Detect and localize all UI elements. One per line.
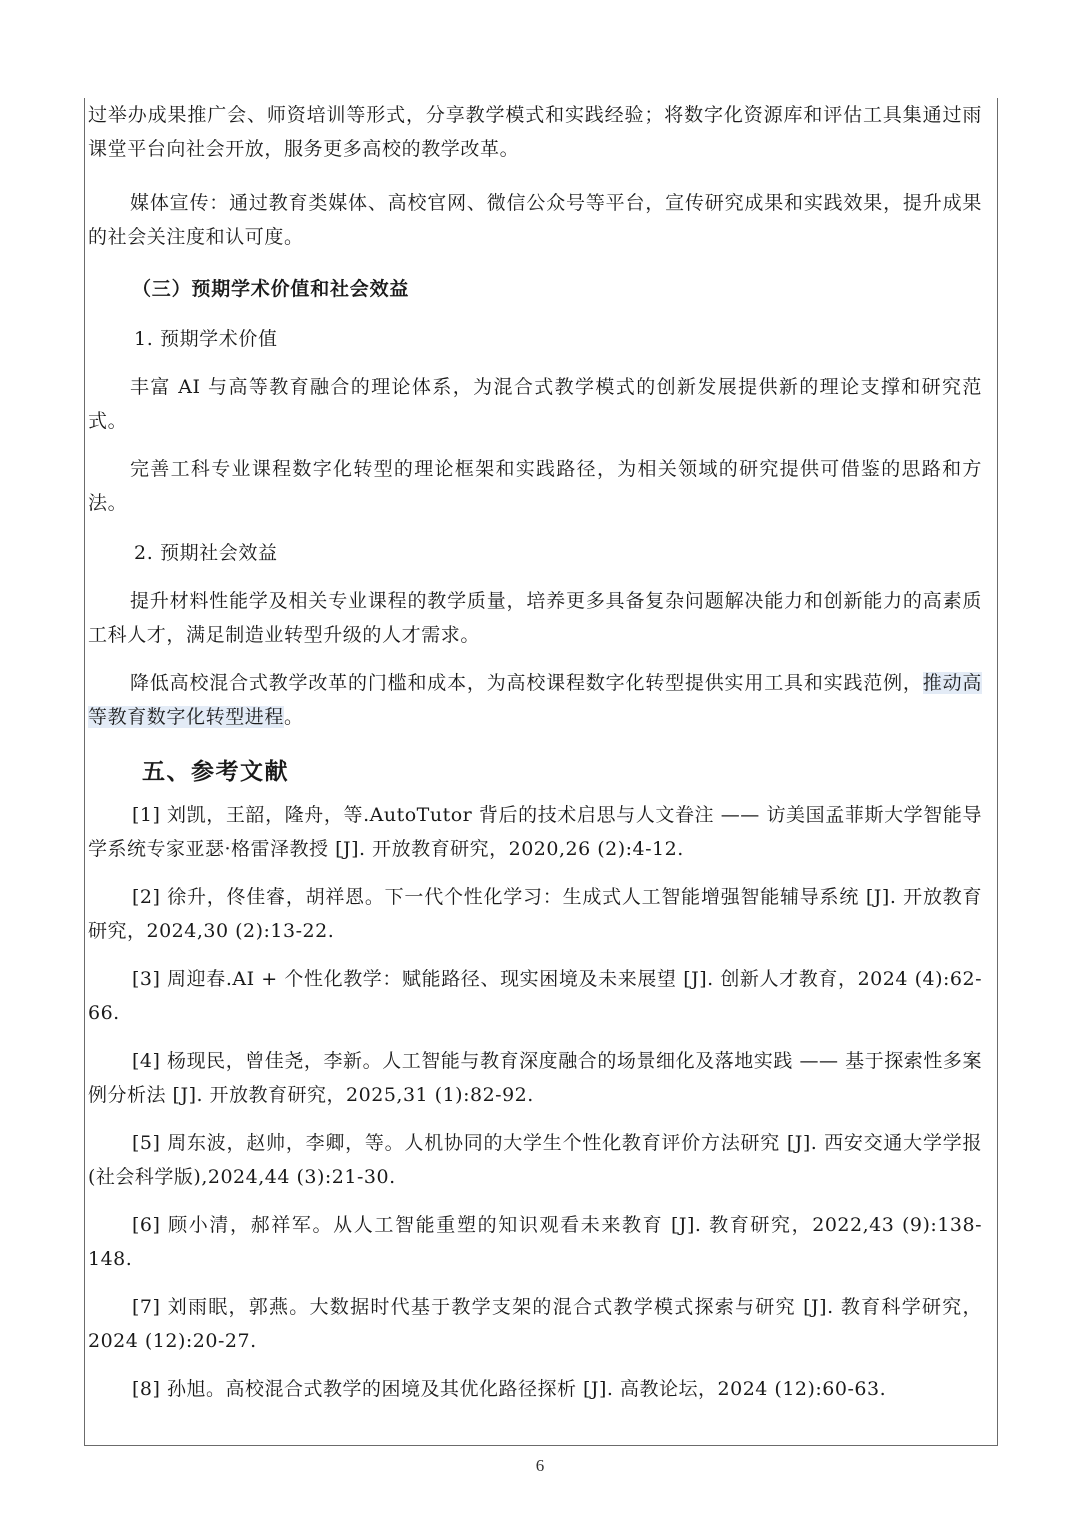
paragraph-continuation: 过举办成果推广会、师资培训等形式，分享教学模式和实践经验；将数字化资源库和评估工具集通过雨课堂平台向社会开放，服务更多高校的教学改革。 bbox=[88, 104, 982, 160]
paragraph-academic-value-2: 完善工科专业课程数字化转型的理论框架和实践路径，为相关领域的研究提供可借鉴的思路和方法。 bbox=[88, 458, 982, 514]
reference-item-3: [3] 周迎春.AI + 个性化教学：赋能路径、现实困境及未来展望 [J]. 创新人才教育，2024 (4):62-66. bbox=[88, 968, 982, 1024]
paragraph-media-promotion: 媒体宣传：通过教育类媒体、高校官网、微信公众号等平台，宣传研究成果和实践效果，提升成果的社会关注度和认可度。 bbox=[88, 192, 982, 248]
subsection-heading-expected-value: （三）预期学术价值和社会效益 bbox=[132, 278, 410, 300]
paragraph-social-benefit-1: 提升材料性能学及相关专业课程的教学质量，培养更多具备复杂问题解决能力和创新能力的高素质工科人才，满足制造业转型升级的人才需求。 bbox=[88, 590, 982, 646]
reference-item-8: [8] 孙旭。高校混合式教学的困境及其优化路径探析 [J]. 高教论坛，2024 (12):60-63. bbox=[132, 1378, 887, 1400]
page-number: 6 bbox=[535, 1456, 545, 1475]
reference-item-6: [6] 顾小清，郝祥军。从人工智能重塑的知识观看未来教育 [J]. 教育研究，2022,43 (9):138-148. bbox=[88, 1214, 982, 1270]
section-heading-references: 五、参考文献 bbox=[142, 759, 289, 785]
reference-item-5: [5] 周东波，赵帅，李卿，等。人机协同的大学生个性化教育评价方法研究 [J]. 西安交通大学学报 (社会科学版),2024,44 (3):21-30. bbox=[88, 1132, 982, 1188]
paragraph-social-benefit-2 bbox=[88, 666, 982, 734]
paragraph-text: 降低高校混合式教学改革的门槛和成本，为高校课程数字化转型提供实用工具和实践范例， bbox=[130, 672, 923, 694]
paragraph-text-end: 。 bbox=[284, 706, 304, 728]
heading-academic-value: 1. 预期学术价值 bbox=[134, 328, 278, 350]
reference-item-1: [1] 刘凯，王韶，隆舟，等.AutoTutor 背后的技术启思与人文眷注 —— 访美国孟菲斯大学智能导学系统专家亚瑟·格雷泽教授 [J]. 开放教育研究，2020,26 (2):4-12. bbox=[88, 804, 982, 860]
document-body bbox=[84, 98, 998, 1406]
highlighted-text[interactable]: 推动高等教育数字化转型进程 bbox=[88, 672, 982, 728]
reference-item-4: [4] 杨现民，曾佳尧，李新。人工智能与教育深度融合的场景细化及落地实践 —— 基于探索性多案例分析法 [J]. 开放教育研究，2025,31 (1):82-92. bbox=[88, 1050, 982, 1106]
heading-social-benefit: 2. 预期社会效益 bbox=[134, 542, 278, 564]
reference-item-2: [2] 徐升，佟佳睿，胡祥恩。下一代个性化学习：生成式人工智能增强智能辅导系统 [J]. 开放教育研究，2024,30 (2):13-22. bbox=[88, 886, 982, 942]
paragraph-academic-value-1: 丰富 AI 与高等教育融合的理论体系，为混合式教学模式的创新发展提供新的理论支撑和研究范式。 bbox=[88, 376, 982, 432]
reference-item-7: [7] 刘雨眠，郭燕。大数据时代基于教学支架的混合式教学模式探索与研究 [J]. 教育科学研究，2024 (12):20-27. bbox=[88, 1296, 982, 1352]
reference-list bbox=[88, 798, 982, 1406]
